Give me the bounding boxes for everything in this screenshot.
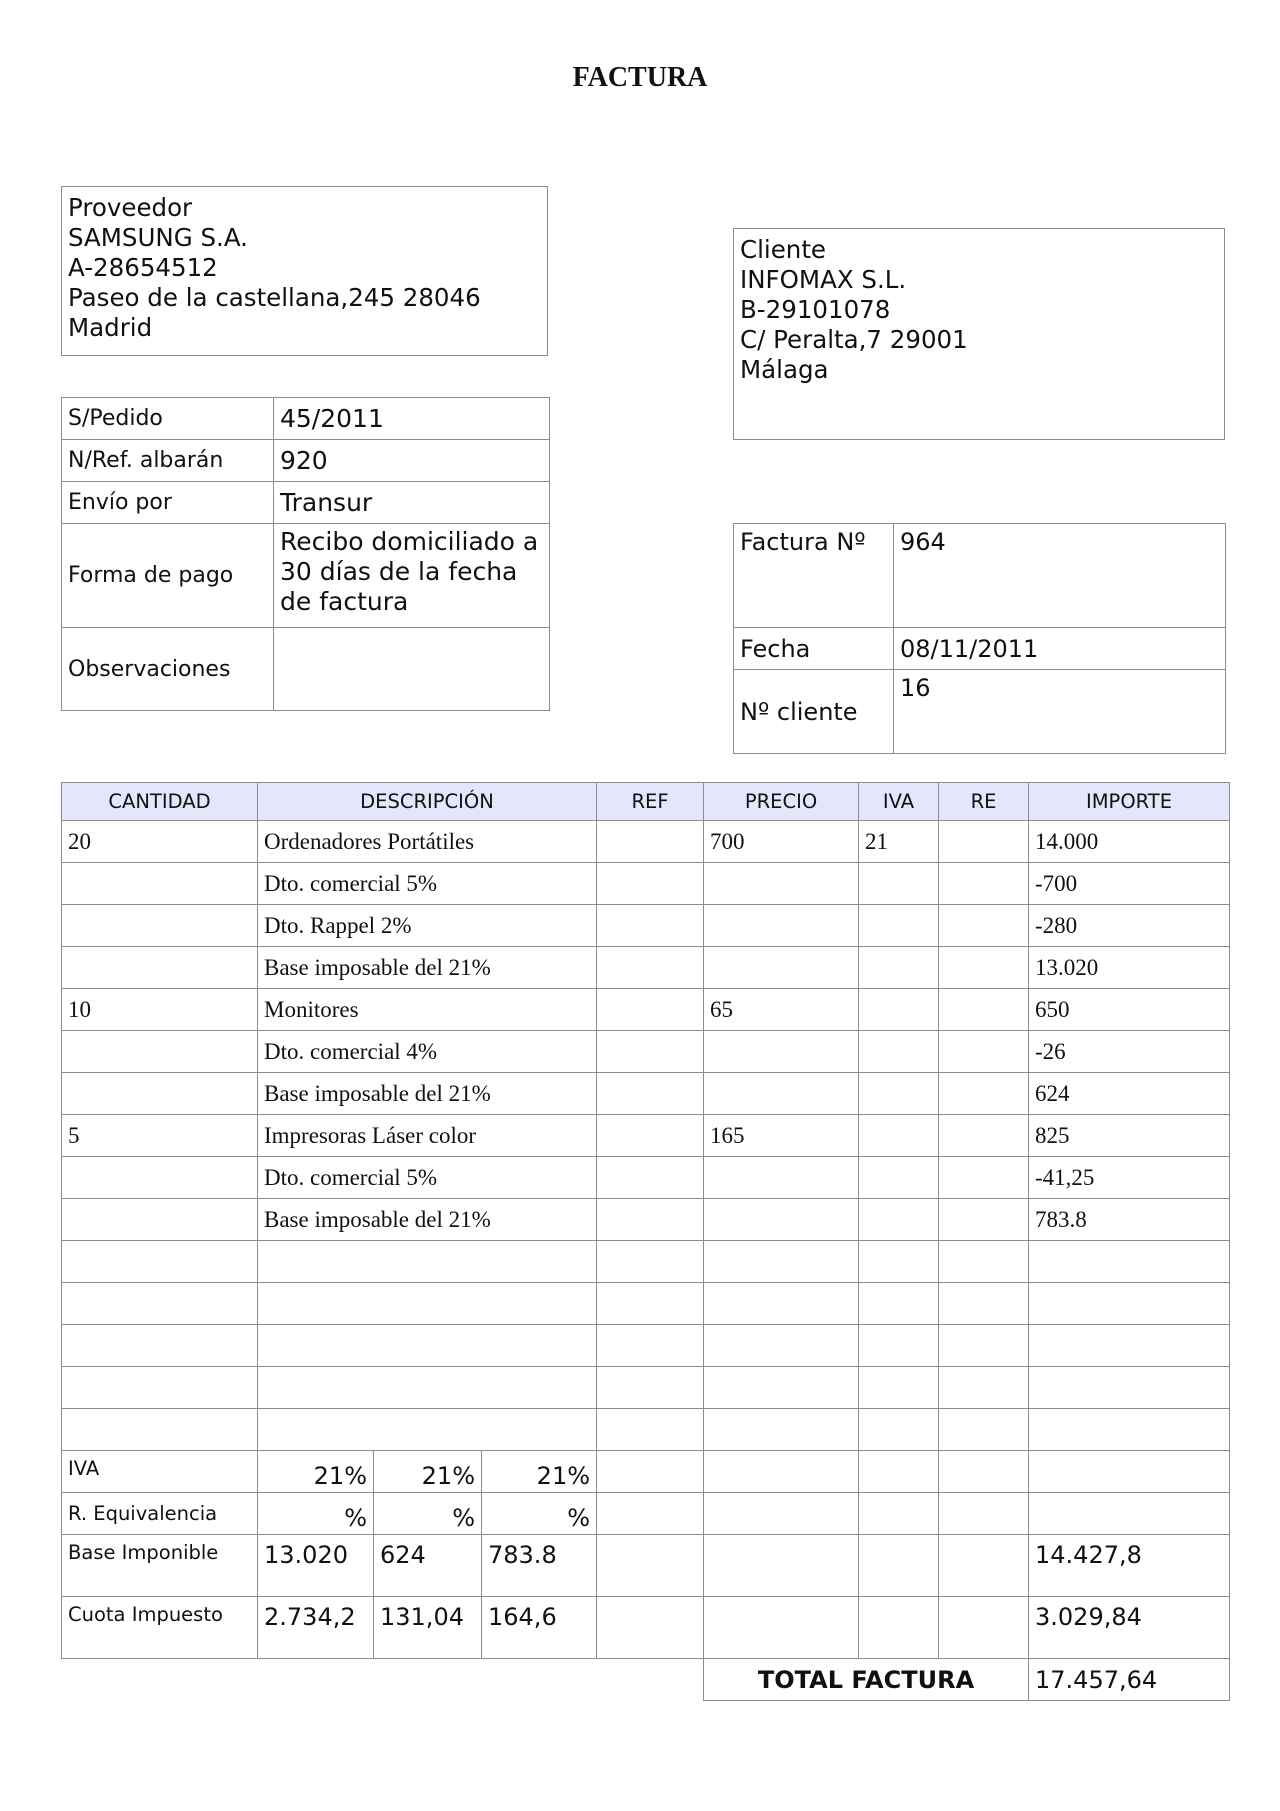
cell-descripcion: Base imposable del 21% [258,1199,597,1241]
cell-re [939,905,1029,947]
iva-rate-2: 21% [374,1451,482,1493]
invoice-number-row [734,524,1226,628]
items-header-row [62,783,1230,821]
cell-importe: 14.000 [1029,821,1230,863]
empty-cell [597,1535,704,1597]
cell-iva [859,1409,939,1451]
cell-precio [704,947,859,989]
re-summary-label: R. Equivalencia [62,1493,258,1535]
iva-summary-row [62,1451,1230,1493]
shipping-value: Transur [274,482,550,524]
cell-descripcion [258,1325,597,1367]
base-value-1: 13.020 [258,1535,374,1597]
table-row [62,1283,1230,1325]
delivery-note-row [62,440,550,482]
cell-importe [1029,1409,1230,1451]
cell-re [939,989,1029,1031]
cell-re [939,1409,1029,1451]
order-row [62,398,550,440]
empty-cell [704,1493,859,1535]
cell-iva [859,1199,939,1241]
client-address: C/ Peralta,7 29001 [740,325,968,354]
supplier-address: Paseo de la castellana,245 28046 [68,283,481,312]
cell-precio [704,1283,859,1325]
table-row [62,1409,1230,1451]
cell-ref [597,947,704,989]
base-value-3: 783.8 [482,1535,597,1597]
header-precio: PRECIO [704,783,859,821]
cell-re [939,1241,1029,1283]
cell-cantidad [62,947,258,989]
spacer [62,1659,704,1701]
table-row [62,863,1230,905]
notes-row [62,628,550,711]
table-row [62,947,1230,989]
table-row [62,1073,1230,1115]
empty-cell [597,1597,704,1659]
table-row [62,821,1230,863]
cell-ref [597,1241,704,1283]
cell-cantidad [62,1199,258,1241]
cell-re [939,821,1029,863]
cell-re [939,1157,1029,1199]
cell-descripcion: Impresoras Láser color [258,1115,597,1157]
cell-cantidad [62,1409,258,1451]
supplier-name: SAMSUNG S.A. [68,223,248,252]
cell-descripcion: Base imposable del 21% [258,947,597,989]
iva-summary-label: IVA [62,1451,258,1493]
cell-descripcion: Base imposable del 21% [258,1073,597,1115]
cell-iva [859,947,939,989]
cuota-total: 3.029,84 [1029,1597,1230,1659]
cell-descripcion: Dto. Rappel 2% [258,905,597,947]
cell-descripcion: Dto. comercial 5% [258,1157,597,1199]
cell-descripcion: Dto. comercial 4% [258,1031,597,1073]
cell-ref [597,989,704,1031]
cuota-summary-row [62,1597,1230,1659]
supplier-city: Madrid [68,313,153,342]
order-label: S/Pedido [62,398,274,440]
cell-importe [1029,1367,1230,1409]
cell-precio [704,1031,859,1073]
base-value-2: 624 [374,1535,482,1597]
cell-ref [597,1325,704,1367]
date-label: Fecha [734,628,894,670]
cell-iva [859,1073,939,1115]
cell-cantidad [62,905,258,947]
cell-precio: 165 [704,1115,859,1157]
invoice-number-value: 964 [894,524,1226,628]
total-row [62,1659,1230,1701]
payment-row [62,524,550,628]
cell-cantidad [62,1031,258,1073]
cell-ref [597,1409,704,1451]
header-cantidad: CANTIDAD [62,783,258,821]
header-importe: IMPORTE [1029,783,1230,821]
cell-ref [597,1115,704,1157]
cell-ref [597,1283,704,1325]
header-ref: REF [597,783,704,821]
cell-descripcion [258,1367,597,1409]
client-number-value: 16 [894,670,1226,754]
empty-cell [1029,1493,1230,1535]
cell-cantidad [62,1157,258,1199]
cell-re [939,1073,1029,1115]
empty-cell [597,1451,704,1493]
order-info-table [61,397,550,711]
empty-cell [939,1535,1029,1597]
cell-cantidad [62,1283,258,1325]
supplier-box [61,186,548,356]
header-descripcion: DESCRIPCIÓN [258,783,597,821]
header-iva: IVA [859,783,939,821]
shipping-row [62,482,550,524]
cuota-summary-label: Cuota Impuesto [62,1597,258,1659]
cell-cantidad [62,863,258,905]
cell-precio [704,1325,859,1367]
client-city: Málaga [740,355,829,384]
order-value: 45/2011 [274,398,550,440]
re-summary-row [62,1493,1230,1535]
cell-iva [859,863,939,905]
cell-precio: 65 [704,989,859,1031]
cell-descripcion: Dto. comercial 5% [258,863,597,905]
cell-ref [597,1031,704,1073]
empty-cell [859,1597,939,1659]
cell-iva [859,1241,939,1283]
delivery-note-label: N/Ref. albarán [62,440,274,482]
cell-iva [859,1115,939,1157]
table-row [62,1367,1230,1409]
empty-cell [704,1597,859,1659]
cell-importe [1029,1283,1230,1325]
supplier-heading: Proveedor [68,193,193,222]
cell-ref [597,1199,704,1241]
date-row [734,628,1226,670]
cell-cantidad: 5 [62,1115,258,1157]
empty-cell [939,1493,1029,1535]
re-rate-1: % [258,1493,374,1535]
shipping-label: Envío por [62,482,274,524]
invoice-title: FACTURA [572,62,708,93]
cell-importe: -280 [1029,905,1230,947]
table-row [62,1241,1230,1283]
cell-importe [1029,1325,1230,1367]
cell-precio [704,905,859,947]
cell-cantidad [62,1241,258,1283]
cell-iva [859,1157,939,1199]
cuota-value-1: 2.734,2 [258,1597,374,1659]
cell-descripcion: Monitores [258,989,597,1031]
iva-rate-1: 21% [258,1451,374,1493]
cell-precio [704,863,859,905]
cell-descripcion [258,1409,597,1451]
cell-re [939,1325,1029,1367]
cell-re [939,1367,1029,1409]
client-name: INFOMAX S.L. [740,265,907,294]
cell-iva: 21 [859,821,939,863]
cell-precio [704,1241,859,1283]
cuota-value-2: 131,04 [374,1597,482,1659]
items-table [61,782,1230,1701]
total-label: TOTAL FACTURA [704,1659,1029,1701]
empty-cell [597,1493,704,1535]
header-re: RE [939,783,1029,821]
cell-ref [597,1157,704,1199]
base-summary-label: Base Imponible [62,1535,258,1597]
cell-ref [597,905,704,947]
cell-ref [597,1073,704,1115]
empty-cell [1029,1451,1230,1493]
payment-label: Forma de pago [62,524,274,628]
cell-cantidad: 10 [62,989,258,1031]
cell-precio [704,1073,859,1115]
total-value: 17.457,64 [1029,1659,1230,1701]
cell-iva [859,1283,939,1325]
table-row [62,1325,1230,1367]
invoice-info-table [733,523,1226,754]
cell-importe: -41,25 [1029,1157,1230,1199]
cell-descripcion [258,1241,597,1283]
cell-re [939,863,1029,905]
empty-cell [859,1493,939,1535]
supplier-cif: A-28654512 [68,253,218,282]
cell-importe [1029,1241,1230,1283]
iva-rate-3: 21% [482,1451,597,1493]
cell-cantidad [62,1325,258,1367]
table-row [62,1199,1230,1241]
table-row [62,1157,1230,1199]
cell-precio: 700 [704,821,859,863]
cell-precio [704,1409,859,1451]
cell-re [939,947,1029,989]
empty-cell [704,1451,859,1493]
cell-re [939,1031,1029,1073]
cell-ref [597,863,704,905]
cell-iva [859,905,939,947]
cell-importe: -26 [1029,1031,1230,1073]
table-row [62,905,1230,947]
cell-importe: 783.8 [1029,1199,1230,1241]
base-summary-row [62,1535,1230,1597]
cell-re [939,1283,1029,1325]
cell-iva [859,1325,939,1367]
cell-iva [859,1031,939,1073]
cell-descripcion [258,1283,597,1325]
cell-cantidad [62,1073,258,1115]
empty-cell [859,1535,939,1597]
delivery-note-value: 920 [274,440,550,482]
cell-ref [597,821,704,863]
table-row [62,1115,1230,1157]
cell-re [939,1115,1029,1157]
cell-iva [859,1367,939,1409]
re-rate-3: % [482,1493,597,1535]
client-number-label: Nº cliente [734,670,894,754]
client-number-row [734,670,1226,754]
empty-cell [859,1451,939,1493]
cell-importe: 650 [1029,989,1230,1031]
payment-value: Recibo domiciliado a 30 días de la fecha de factura [274,524,550,628]
client-cif: B-29101078 [740,295,891,324]
cell-importe: 825 [1029,1115,1230,1157]
empty-cell [939,1597,1029,1659]
cell-precio [704,1157,859,1199]
cell-precio [704,1199,859,1241]
client-heading: Cliente [740,235,827,264]
cell-importe: 13.020 [1029,947,1230,989]
invoice-number-label: Factura Nº [734,524,894,628]
cell-iva [859,989,939,1031]
cell-cantidad: 20 [62,821,258,863]
notes-label: Observaciones [62,628,274,711]
empty-cell [704,1535,859,1597]
cell-importe: -700 [1029,863,1230,905]
client-box [733,228,1225,440]
cell-descripcion: Ordenadores Portátiles [258,821,597,863]
table-row [62,989,1230,1031]
cell-importe: 624 [1029,1073,1230,1115]
cell-cantidad [62,1367,258,1409]
re-rate-2: % [374,1493,482,1535]
cell-re [939,1199,1029,1241]
table-row [62,1031,1230,1073]
date-value: 08/11/2011 [894,628,1226,670]
base-total: 14.427,8 [1029,1535,1230,1597]
cuota-value-3: 164,6 [482,1597,597,1659]
cell-ref [597,1367,704,1409]
notes-value [274,628,550,711]
cell-precio [704,1367,859,1409]
empty-cell [939,1451,1029,1493]
